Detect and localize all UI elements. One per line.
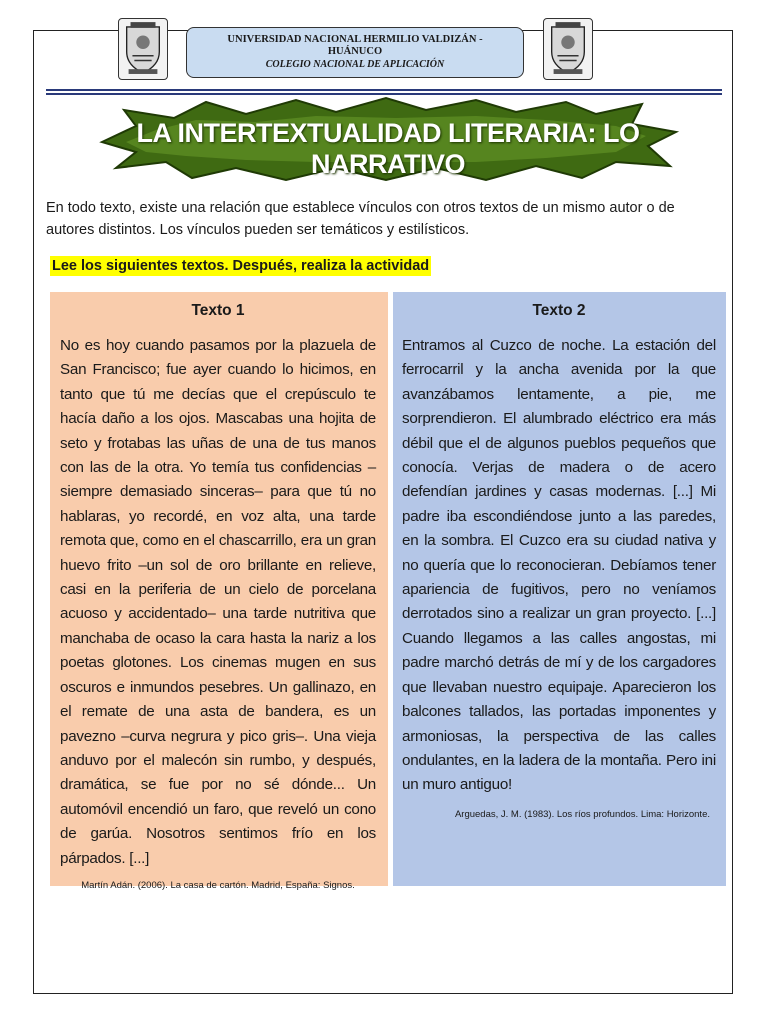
texto-2-citation: Arguedas, J. M. (1983). Los ríos profundos. Lima: Horizonte. — [454, 808, 710, 820]
university-seal-icon — [118, 18, 168, 80]
header-rule-top — [46, 89, 722, 91]
title-banner — [96, 96, 680, 182]
texto-1-box — [50, 292, 388, 891]
college-seal-icon — [543, 18, 593, 80]
page-title: LA INTERTEXTUALIDAD LITERARIA: LO NARRATIVO — [136, 118, 640, 179]
instruction-highlight: Lee los siguientes textos. Después, realiza la actividad — [52, 258, 430, 274]
texto-2-box — [393, 292, 726, 886]
texto-2-body: Entramos al Cuzco de noche. La estación del ferrocarril y la ancha avenida por la que avanzábamos lentamente, a pie, me sorprendieron. El alumbrado eléctrico era más débil que el de algunos pueblos pequeños que conocía. Verjas de madera o de acero defendían jardines y casas modernas. [...] Mi padre iba escondiéndose junto a las paredes, en la sombra. El Cuzco era su ciudad nativa y no quería que lo reconocieran. Debíamos tener apariencia de fugitivos, pero no veníamos derrotados sino a realizar un gran proyecto. [...] Cuando llegamos a las calles angostas, mi padre marchó detrás de mí y de los cargadores que llevaban nuestro equipaje. Aparecieron los balcones tallados, las portadas imponentes y armoniosas, la perspectiva de las calles ondulantes, en la ladera de la montaña. Pero ini un muro antiguo! — [402, 337, 716, 794]
texto-1-body: No es hoy cuando pasamos por la plazuela de San Francisco; fue ayer cuando lo hicimos, en tanto que tú me decías que el crepúsculo te hacía daño a los ojos. Mascabas una hojita de seto y frotabas las uñas de una de tus manos con las de la otra. Yo temía tus confidencias –siempre demasiado sinceras– para que tú no hablaras, yo recordé, en voz alta, una tarde remota que, como en el chascarrillo, era un gran huevo frito –un sol de oro brillante en relieve, casi en la periferia de un cielo de porcelana acuoso y accidentado– una tarde nutritiva que manchaba de ocaso la cara hasta la nariz a los poetas glotones. Los cinemas mugen en sus oscuros e inmundos pesebres. Un gallinazo, en el remate de una asta de bandera, es un pavezno –curva negrura y pico gris–. Una vieja anduvo por el malecón sin rumbo, y después, dramática, se fue por no sé dónde... Un automóvil encendió un faro, que reveló un cono de garúa. Nosotros sentimos frío en los párpados. [...] — [60, 337, 376, 867]
texto-2-heading: Texto 2 — [532, 302, 586, 319]
texto-1-citation: Martín Adán. (2006). La casa de cartón. Madrid, España: Signos. — [81, 879, 355, 891]
college-name: COLEGIO NACIONAL DE APLICACIÓN — [265, 59, 445, 70]
texto-1-heading: Texto 1 — [191, 302, 245, 319]
institution-header — [186, 27, 524, 78]
header-rule-bottom — [46, 93, 722, 95]
intro-paragraph: En todo texto, existe una relación que establece vínculos con otros textos de un mismo autor o de autores distintos. Los vínculos pueden ser temáticos y estilísticos. — [46, 200, 675, 238]
university-name: UNIVERSIDAD NACIONAL HERMILIO VALDIZÁN - HUÁNUCO — [227, 34, 483, 57]
